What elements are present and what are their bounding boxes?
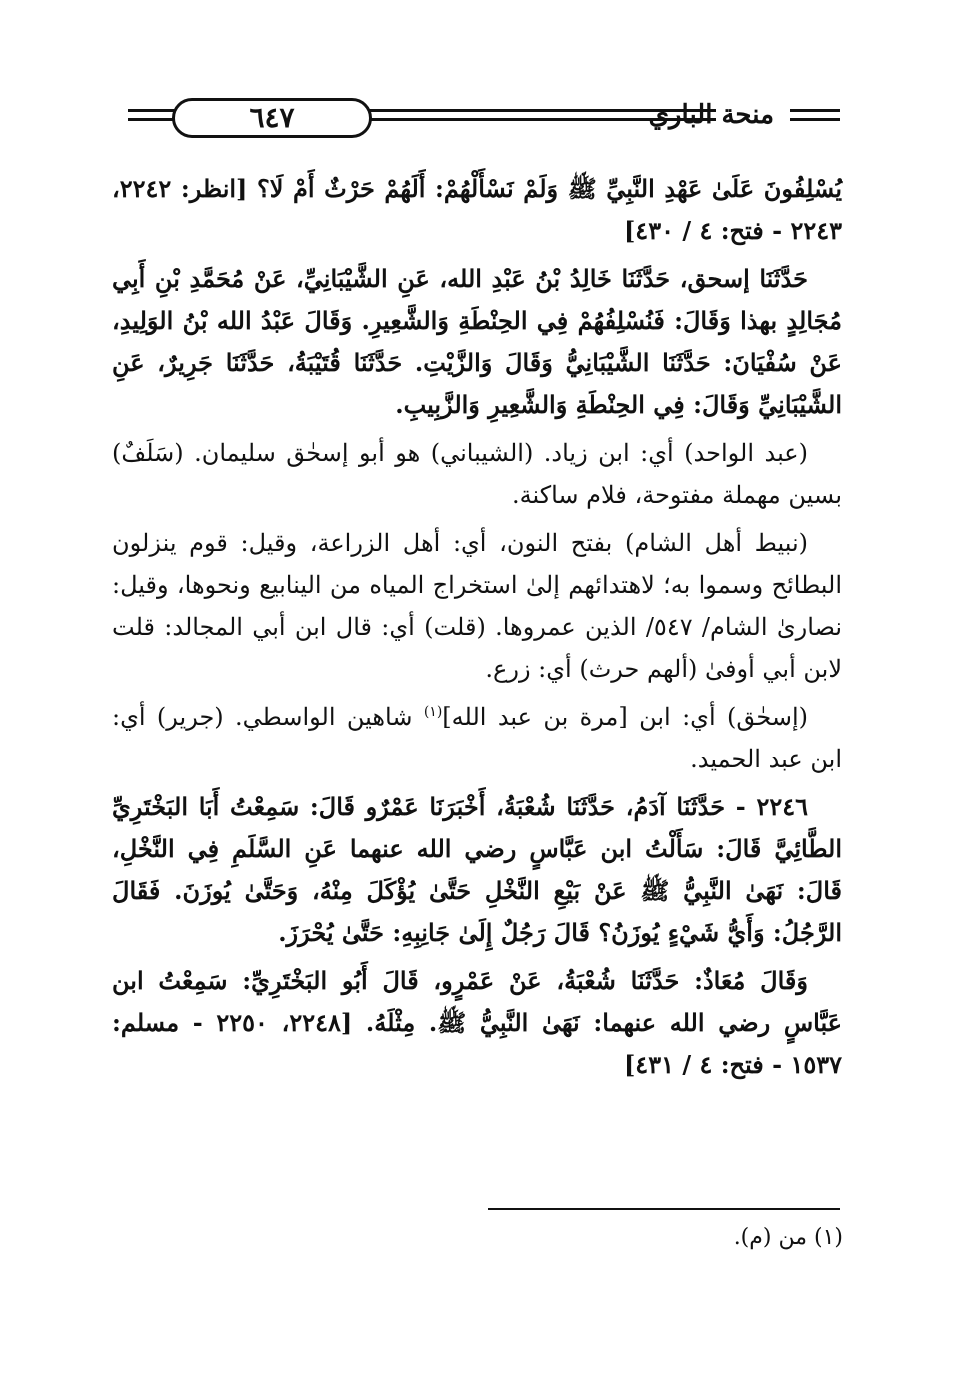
footnote-separator (488, 1208, 840, 1210)
page-body (112, 168, 842, 1092)
footnote-reference[interactable]: (١) (423, 704, 443, 720)
header-rule-left-top (128, 109, 178, 112)
running-header (128, 92, 840, 148)
page-number: ٦٤٧ (249, 101, 295, 134)
commentary-paragraph: (عبد الواحد) أي: ابن زياد. (الشيباني) هو أبو إسحٰق سليمان. (سَلَفٌ) بسين مهملة مفتوحة، فلام ساكنة. (112, 439, 842, 509)
page-number-badge (172, 98, 372, 138)
hadith-continuation: يُسْلِفُونَ عَلَىٰ عَهْدِ النَّبِيِّ ﷺ وَلَمْ نَسْأَلْهُمْ: أَلَهُمْ حَرْثٌ أَمْ لَا؟ [انظر: ٢٢٤٢، ٢٢٤٣ - فتح: ٤ / ٤٣٠] (112, 174, 842, 245)
header-rule-right-bottom (790, 118, 840, 121)
book-title: منحة الباري (648, 100, 774, 130)
hadith-chain-paragraph: حَدَّثَنَا إسحق، حَدَّثَنَا خَالِدُ بْنُ عَبْدِ الله، عَنِ الشَّيْبَانِيِّ، عَنْ مُحَمَّدِ بْنِ أَبِي مُجَالِدٍ بهذا وَقَالَ: فَنُسْلِفُهُمْ فِي الحِنْطَةِ وَالشَّعِيرِ. وَقَالَ عَبْدُ الله بْنُ الوَلِيدِ، عَنْ سُفْيَانَ: حَدَّثَنَا الشَّيْبَانِيُّ وَقَالَ وَالزَّيْتِ. حَدَّثَنَا قُتَيْبَةُ، حَدَّثَنَا جَرِيرٌ، عَنِ الشَّيْبَانِيِّ وَقَالَ: فِي الحِنْطَةِ وَالشَّعِيرِ وَالزَّبِيبِ. (112, 264, 842, 419)
hadith-muallaq: وَقَالَ مُعَاذٌ: حَدَّثَنَا شُعْبَةُ، عَنْ عَمْرٍو، قَالَ أَبُو البَخْتَرِيِّ: سَمِعْتُ ابن عَبَّاسٍ رضي الله عنهما: نَهَىٰ النَّبِيُّ ﷺ. مِثْلَهُ. [٢٢٤٨، ٢٢٥٠ - مسلم: ١٥٣٧ - فتح: ٤ / ٤٣١] (112, 966, 843, 1079)
commentary-text: شاهين الواسطي. (جرير) أي: ابن عبد الحميد. (112, 703, 842, 773)
hadith-2246: ٢٢٤٦ - حَدَّثَنَا آدَمُ، حَدَّثَنَا شُعْبَةُ، أَخْبَرَنَا عَمْرٌو قَالَ: سَمِعْتُ أَبَا البَخْتَرِيِّ الطَّائِيَّ قَالَ: سَأَلْتُ ابن عَبَّاسٍ رضي الله عنهما عَنِ السَّلَمِ فِي النَّخْلِ، قَالَ: نَهَىٰ النَّبِيُّ ﷺ عَنْ بَيْعِ النَّخْلِ حَتَّىٰ يُؤْكَلَ مِنْهُ، وَحَتَّىٰ يُوزَنَ. فَقَالَ الرَّجُلُ: وَأَيُّ شَيْءٍ يُوزَنُ؟ قَالَ رَجُلٌ إِلَىٰ جَانِبِهِ: حَتَّىٰ يُحْرَزَ. (112, 792, 842, 947)
header-rule-right-top (790, 109, 840, 112)
commentary-paragraph-with-footnote (112, 696, 842, 780)
footnote: (١) من (م). (733, 1225, 843, 1250)
commentary-paragraph: (نبيط أهل الشام) بفتح النون، أي: أهل الزراعة، وقيل: قوم ينزلون البطائح وسموا به؛ لاهتدائهم إلىٰ استخراج المياه من الينابيع ونحوها، وقيل: نصارىٰ الشام/ ٥٤٧/ الذين عمروها. (قلت) أي: قال ابن أبي المجالد: قلت لابن أبي أوفىٰ (ألهم حرث) أي: زرع. (112, 529, 842, 683)
header-rule-left-bottom (128, 118, 178, 121)
commentary-text: (إسحٰق) أي: ابن [مرة بن عبد الله] (442, 703, 808, 731)
